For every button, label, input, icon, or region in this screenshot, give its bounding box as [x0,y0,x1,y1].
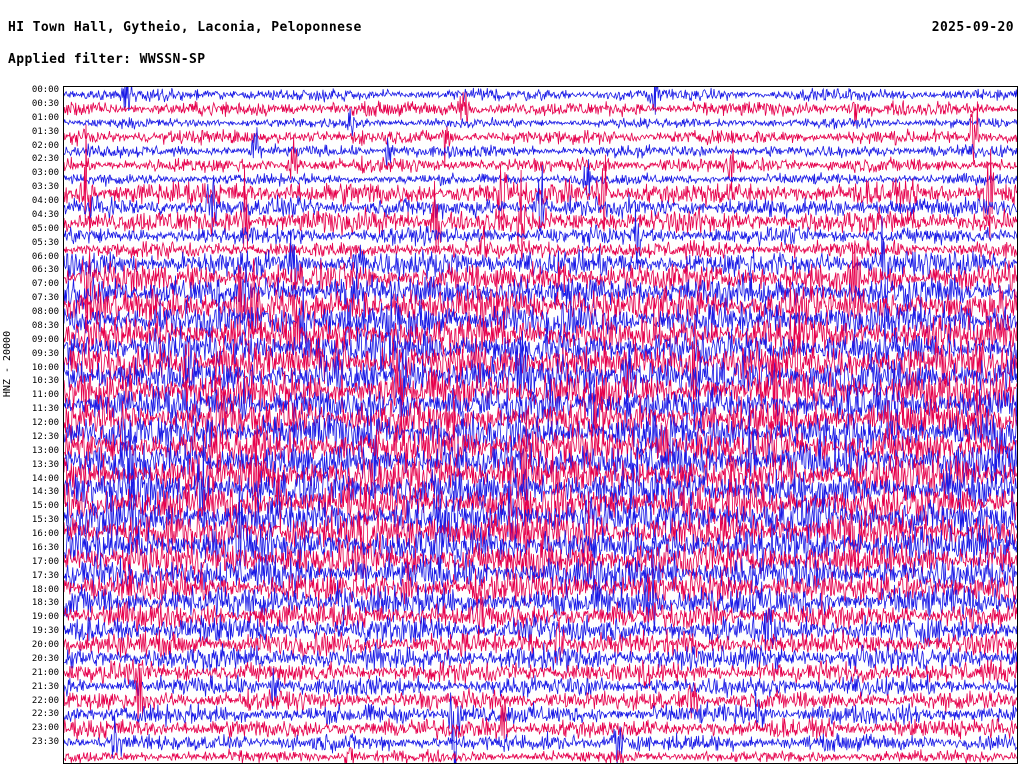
helicorder-plot [63,86,1018,764]
seismic-trace [64,748,1017,763]
time-tick: 10:30 [31,376,59,387]
time-tick: 21:30 [31,681,59,692]
applied-filter-label: Applied filter: WWSSN-SP [8,52,206,67]
seismic-trace [64,101,1017,165]
time-tick: 15:30 [31,515,59,526]
time-tick: 14:00 [31,473,59,484]
record-date: 2025-09-20 [931,20,1014,35]
time-tick: 01:00 [31,112,59,123]
time-tick: 13:00 [31,445,59,456]
time-tick: 02:00 [31,140,59,151]
time-tick: 00:30 [31,98,59,109]
time-tick: 20:00 [31,640,59,650]
time-tick: 04:30 [31,209,59,220]
time-axis-ticks [0,86,63,764]
time-tick: 02:30 [31,154,59,165]
y-axis-label-text: HNZ - 20000 [2,330,13,398]
seismic-trace [64,202,1017,263]
time-tick: 09:30 [31,348,59,359]
seismic-trace [64,87,1017,115]
time-tick: 03:30 [31,182,59,193]
time-tick: 11:00 [31,390,59,401]
time-tick: 22:30 [31,709,59,720]
time-tick: 00:00 [31,85,59,95]
time-tick: 18:30 [31,598,59,609]
trace-canvas [64,87,1017,763]
time-tick: 19:30 [31,626,59,637]
time-tick: 21:00 [31,667,59,678]
time-tick: 09:00 [31,334,59,345]
time-tick: 07:30 [31,293,59,304]
time-tick: 11:30 [31,404,59,415]
time-tick: 19:00 [31,612,59,623]
time-tick: 08:30 [31,320,59,331]
time-tick: 16:00 [31,529,59,539]
time-tick: 23:30 [31,737,59,748]
time-tick: 06:30 [31,265,59,276]
time-tick: 04:00 [31,196,59,206]
time-tick: 17:30 [31,570,59,581]
time-tick: 08:00 [31,307,59,317]
seismic-trace [64,692,1017,763]
time-tick: 10:00 [31,362,59,373]
time-tick: 17:00 [31,556,59,567]
time-tick: 14:30 [31,487,59,498]
time-tick: 20:30 [31,653,59,664]
page-title: HI Town Hall, Gytheio, Laconia, Peloponnese [8,20,362,35]
time-tick: 07:00 [31,279,59,290]
seismic-trace [64,668,1017,709]
time-tick: 15:00 [31,501,59,512]
time-tick: 12:30 [31,431,59,442]
time-tick: 18:00 [31,584,59,595]
time-tick: 22:00 [31,695,59,706]
time-tick: 01:30 [31,126,59,137]
time-tick: 13:30 [31,459,59,470]
time-tick: 05:00 [31,223,59,234]
seismic-trace [64,371,1017,457]
time-tick: 05:30 [31,237,59,248]
time-tick: 06:00 [31,251,59,262]
time-tick: 16:30 [31,542,59,553]
seismic-trace [64,165,1017,242]
time-tick: 03:00 [31,168,59,179]
time-tick: 23:00 [31,723,59,734]
time-tick: 12:00 [31,418,59,428]
